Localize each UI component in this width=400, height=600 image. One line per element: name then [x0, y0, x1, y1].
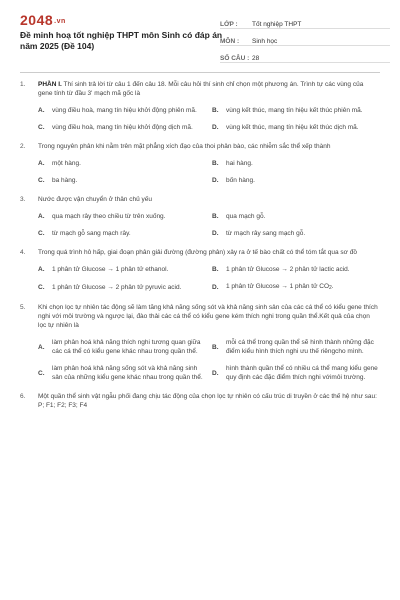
option-letter: B.	[212, 213, 219, 220]
logo-suffix: .vn	[54, 18, 66, 25]
option-text-main: từ mạch rây sang mạch gỗ.	[226, 230, 306, 237]
question-text	[38, 80, 378, 98]
question-list	[20, 80, 378, 428]
option-text-main: hình thành quần thể có nhiều cá thể mang kiểu gene quy định các đặc điểm thích nghi vớimôi trường.	[226, 365, 378, 381]
option-letter: B.	[212, 107, 219, 114]
option-letter: B.	[212, 266, 219, 273]
question-text	[38, 392, 378, 410]
answer-option[interactable]	[38, 364, 204, 382]
option-letter: D.	[212, 177, 219, 184]
option-letter: C.	[38, 284, 45, 291]
answer-option[interactable]	[212, 123, 378, 132]
answer-options	[38, 159, 378, 185]
meta-class-value: Tốt nghiệp THPT	[252, 21, 302, 28]
option-text	[226, 159, 378, 168]
option-letter: D.	[212, 369, 219, 377]
question-text	[38, 303, 378, 330]
question-number: 1.	[20, 81, 26, 88]
option-text-main: mỗi cá thể trong quần thể sẽ hình thành những đặc điểm kiểu hình thích nghi ưu thế riêngcho mình.	[226, 339, 374, 355]
question-body	[38, 80, 378, 132]
answer-option[interactable]	[38, 265, 204, 274]
question-body	[38, 248, 378, 293]
question-text	[38, 195, 378, 204]
option-text	[52, 364, 204, 382]
option-letter: A.	[38, 160, 45, 167]
answer-option[interactable]	[212, 159, 378, 168]
option-text-main: 1 phân tử Glucose → 2 phân tử lactic acid.	[226, 266, 350, 273]
option-text-main: 1 phân tử Glucose → 1 phân tử ethanol.	[52, 266, 169, 273]
option-text	[226, 123, 378, 132]
answer-options	[38, 212, 378, 238]
answer-options	[38, 338, 378, 382]
question-1	[20, 80, 378, 132]
question-stem: Nước được vận chuyển ở thân chủ yếu	[38, 196, 152, 203]
option-text-main: vùng kết thúc, mang tín hiệu kết thúc dịch mã.	[226, 124, 359, 131]
option-text-main: làm phân hoá khả năng thích nghi tương quan giữa các cá thể có kiểu gene khác nhau trong quần thể.	[52, 339, 201, 355]
option-text	[226, 212, 378, 221]
header-divider	[20, 72, 380, 73]
option-letter: D.	[212, 284, 219, 291]
option-text-main: vùng kết thúc, mang tín hiệu kết thúc phiên mã.	[226, 107, 363, 114]
option-text	[226, 265, 378, 274]
option-text	[52, 159, 204, 168]
answer-option[interactable]	[38, 338, 204, 356]
question-stem: Một quần thể sinh vật ngẫu phối đang chịu tác động của chọn lọc tự nhiên có cấu trúc di truyền ở các thế hệ như sau: P; F1; F2; F3; F4	[38, 393, 377, 409]
option-text	[226, 282, 378, 293]
option-letter: C.	[38, 177, 45, 184]
option-letter: C.	[38, 369, 45, 377]
option-letter: C.	[38, 230, 45, 237]
document-meta	[220, 12, 390, 63]
question-number: 2.	[20, 143, 26, 150]
meta-subject-row	[220, 29, 390, 46]
option-text-main: hai hàng.	[226, 160, 253, 167]
option-text-main: bốn hàng.	[226, 177, 255, 184]
meta-class-key: LỚP :	[220, 21, 238, 28]
option-text-main: vùng điều hoà, mang tín hiệu khởi động dịch mã.	[52, 124, 193, 131]
option-text-main: vùng điều hoà, mang tín hiệu khởi động phiên mã.	[52, 107, 197, 114]
question-stem: Khi chọn lọc tự nhiên tác động sẽ làm tăng khả năng sống sót và khả năng sinh sản của các cá thể có kiểu gene thích nghi với môi trường và ngược lại, đào thải các cá thể có kiểu gene kém thích nghi trong quần thể.Kết quả của chọn lọc tự nhiên là	[38, 304, 378, 329]
question-body	[38, 392, 378, 418]
option-text	[52, 106, 204, 115]
answer-option[interactable]	[212, 106, 378, 115]
option-text	[52, 283, 204, 292]
option-text	[226, 229, 378, 238]
question-number: 3.	[20, 196, 26, 203]
meta-count-key: SỐ CÂU :	[220, 55, 250, 62]
question-4	[20, 248, 378, 293]
option-text	[52, 338, 204, 356]
question-stem: Thí sinh trả lời từ câu 1 đến câu 18. Mỗi câu hỏi thí sinh chỉ chọn một phương án. Trình tự các vùng của gene tính từ đầu 3' mạch mã gốc là	[38, 81, 364, 97]
question-number: 5.	[20, 304, 26, 311]
option-text-main: qua mạch rây theo chiều từ trên xuống.	[52, 213, 166, 220]
option-letter: B.	[212, 160, 219, 167]
option-text	[52, 212, 204, 221]
section-label: PHẦN I.	[38, 81, 62, 88]
option-letter: A.	[38, 107, 45, 114]
answer-option[interactable]	[38, 176, 204, 185]
meta-count-row	[220, 46, 390, 63]
option-text-main: một hàng.	[52, 160, 81, 167]
option-letter: A.	[38, 213, 45, 220]
question-3	[20, 195, 378, 238]
option-text-main: từ mạch gỗ sang mạch rây.	[52, 230, 131, 237]
answer-option[interactable]	[212, 229, 378, 238]
answer-option[interactable]	[38, 159, 204, 168]
option-text-main: 1 phân tử Glucose → 2 phân tử pyruvic acid.	[52, 284, 182, 291]
question-5	[20, 303, 378, 382]
option-text	[52, 229, 204, 238]
option-text	[52, 176, 204, 185]
answer-option[interactable]	[38, 106, 204, 115]
option-text-main: làm phân hoá khả năng sống sót và khả năng sinh sản của những kiểu gene khác nhau trong quần thể.	[52, 365, 203, 381]
meta-subject-key: MÔN :	[220, 38, 240, 45]
meta-subject-value: Sinh học	[252, 38, 278, 45]
option-text	[52, 265, 204, 274]
option-letter: C.	[38, 124, 45, 131]
question-body	[38, 142, 378, 185]
option-text	[226, 338, 378, 356]
meta-class-row	[220, 12, 390, 29]
question-number: 6.	[20, 393, 26, 400]
option-subscript: 2	[329, 285, 332, 291]
meta-count-value: 28	[252, 55, 260, 62]
question-number: 4.	[20, 249, 26, 256]
answer-option[interactable]	[212, 364, 378, 382]
option-text	[226, 364, 378, 382]
question-text	[38, 248, 378, 257]
question-body	[38, 303, 378, 382]
option-letter: D.	[212, 124, 219, 131]
question-6	[20, 392, 378, 418]
site-logo[interactable]	[20, 12, 66, 28]
answer-options	[38, 265, 378, 293]
answer-option[interactable]	[38, 229, 204, 238]
question-stem: Trong quá trình hô hấp, giai đoạn phân giải đường (đường phân) xảy ra ở tế bào chất có thể tóm tắt qua sơ đồ	[38, 249, 357, 256]
answer-option[interactable]	[212, 282, 378, 293]
option-text	[226, 106, 378, 115]
question-stem: Trong nguyên phân khi nằm trên mặt phẳng xích đạo của thoi phân bào, các nhiễm sắc thể xếp thành	[38, 143, 331, 150]
option-text-main: 1 phân tử Glucose → 1 phân tử CO	[226, 283, 330, 290]
question-text	[38, 142, 378, 151]
question-2	[20, 142, 378, 185]
option-tail: .	[331, 283, 334, 290]
answer-option[interactable]	[38, 212, 204, 221]
answer-option[interactable]	[38, 123, 204, 132]
answer-options	[38, 106, 378, 132]
answer-option[interactable]	[212, 338, 378, 356]
option-text	[226, 176, 378, 185]
answer-option[interactable]	[38, 282, 204, 293]
option-letter: A.	[38, 343, 45, 351]
logo-main: 2048	[20, 12, 54, 28]
option-letter: B.	[212, 343, 219, 351]
question-body	[38, 195, 378, 238]
option-letter: A.	[38, 266, 45, 273]
answer-option[interactable]	[212, 176, 378, 185]
option-text-main: qua mạch gỗ.	[226, 213, 266, 220]
answer-option[interactable]	[212, 212, 378, 221]
document-header	[0, 0, 400, 70]
option-text-main: ba hàng.	[52, 177, 78, 184]
option-text	[52, 123, 204, 132]
option-letter: D.	[212, 230, 219, 237]
answer-option[interactable]	[212, 265, 378, 274]
document-title: Đề minh hoạ tốt nghiệp THPT môn Sinh có đáp án năm 2025 (Đề 104)	[20, 30, 223, 51]
